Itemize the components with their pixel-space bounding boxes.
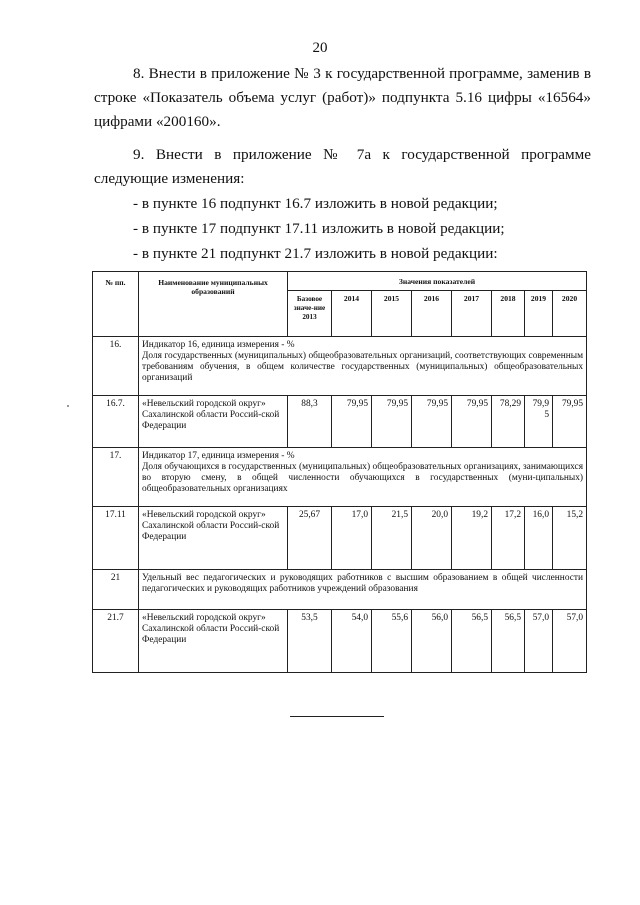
header-values: Значения показателей (288, 272, 587, 291)
value-base: 88,3 (288, 395, 332, 447)
row-number: 21.7 (93, 609, 139, 672)
indicator-cell (139, 570, 587, 610)
table-row (93, 609, 587, 672)
value-base: 53,5 (288, 609, 332, 672)
value-2020: 79,95 (553, 395, 587, 447)
header-year-2015: 2015 (372, 290, 412, 336)
value-2016: 56,0 (412, 609, 452, 672)
paragraph-9: 9. Внести в приложение № 7а к государственной программе следующие изменения: (94, 146, 591, 187)
header-year-2016: 2016 (412, 290, 452, 336)
header-year-2018: 2018 (492, 290, 525, 336)
scan-speck (67, 405, 69, 407)
value-2014: 79,95 (332, 395, 372, 447)
page-number: 20 (312, 40, 328, 56)
value-2017: 19,2 (452, 507, 492, 570)
table-row (93, 395, 587, 447)
header-name: Наименование муниципальных образований (139, 272, 288, 337)
value-2017: 56,5 (452, 609, 492, 672)
indicator-title: Индикатор 16, единица измерения - % (142, 340, 295, 351)
value-2018: 56,5 (492, 609, 525, 672)
value-2014: 17,0 (332, 507, 372, 570)
value-2019: 79,9 5 (525, 395, 553, 447)
header-year-base: Базовое значе-ние 2013 (288, 290, 332, 336)
value-2020: 57,0 (553, 609, 587, 672)
row-number: 17.11 (93, 507, 139, 570)
indicator-description: Доля обучающихся в государственных (муниципальных) общеобразовательных организациях, занимающихся во вторую смену, в общей численности обучающихся в государственных (муни-ципальных) общеобразовательных организациях (142, 462, 584, 495)
value-2015: 21,5 (372, 507, 412, 570)
paragraph-8: 8. Внести в приложение № 3 к государственной программе, заменив в строке «Показатель объема услуг (работ)» подпункта 5.16 цифры «16564» цифрами «200160». (94, 65, 591, 130)
row-number: 17. (93, 448, 139, 507)
value-2020: 15,2 (553, 507, 587, 570)
value-2016: 79,95 (412, 395, 452, 447)
row-number: 16. (93, 337, 139, 396)
indicator-description: Доля государственных (муниципальных) общеобразовательных организаций, соответствующих современным требованиям обучения, в общем количестве государственных (муниципальных) общеобразовательных организаций (142, 351, 584, 384)
municipality-name: «Невельский городской округ» Сахалинской области Россий-ской Федерации (139, 609, 288, 672)
value-2018: 17,2 (492, 507, 525, 570)
municipality-name: «Невельский городской округ» Сахалинской области Россий-ской Федерации (139, 395, 288, 447)
value-2018: 78,29 (492, 395, 525, 447)
bullet-item-17: - в пункте 17 подпункт 17.11 изложить в новой редакции; (133, 220, 505, 237)
indicators-table (92, 271, 587, 673)
header-year-2020: 2020 (553, 290, 587, 336)
indicator-cell (139, 337, 587, 396)
bullet-item-16: - в пункте 16 подпункт 16.7 изложить в новой редакции; (133, 195, 498, 212)
indicator-description: Удельный вес педагогических и руководящих работников с высшим образованием в общей численности педагогических и руководящих работников учреждений образования (142, 573, 584, 595)
value-2015: 79,95 (372, 395, 412, 447)
end-divider (290, 716, 384, 717)
header-year-2014: 2014 (332, 290, 372, 336)
indicator-cell (139, 448, 587, 507)
table-row (93, 570, 587, 610)
value-2019: 16,0 (525, 507, 553, 570)
value-base: 25,67 (288, 507, 332, 570)
value-2019: 57,0 (525, 609, 553, 672)
table-row (93, 507, 587, 570)
table-row (93, 337, 587, 396)
table-row (93, 448, 587, 507)
value-2016: 20,0 (412, 507, 452, 570)
row-number: 16.7. (93, 395, 139, 447)
value-2017: 79,95 (452, 395, 492, 447)
header-year-2017: 2017 (452, 290, 492, 336)
municipality-name: «Невельский городской округ» Сахалинской области Россий-ской Федерации (139, 507, 288, 570)
value-2015: 55,6 (372, 609, 412, 672)
indicator-title: Индикатор 17, единица измерения - % (142, 451, 295, 462)
bullet-item-21: - в пункте 21 подпункт 21.7 изложить в новой редакции: (133, 245, 498, 262)
row-number: 21 (93, 570, 139, 610)
header-year-2019: 2019 (525, 290, 553, 336)
header-no: № пп. (93, 272, 139, 337)
table-header-row (93, 272, 587, 291)
value-2014: 54,0 (332, 609, 372, 672)
